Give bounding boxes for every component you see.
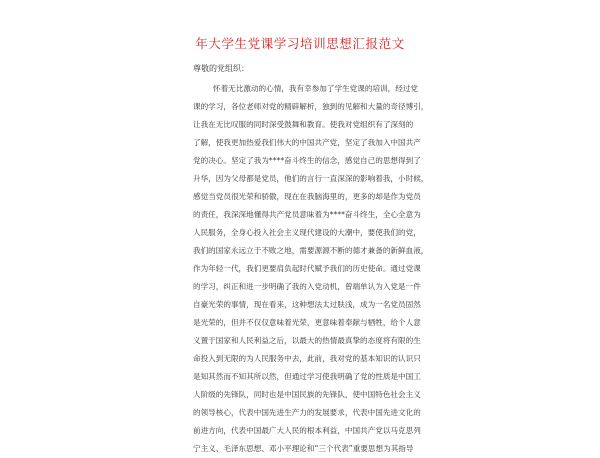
body-line: 作为年轻一代，我们更要肩负起时代赋予我们的历史使命。通过党课 bbox=[193, 264, 421, 273]
body-line: 人阶级的先锋队，同时也是中国民族的先锋队，使中国特色社会主义 bbox=[193, 390, 421, 399]
document-title: 年大学生党课学习培训思想汇报范文 bbox=[195, 36, 405, 51]
body-line: 义置于国家和人民利益之后，以最大的热情最真挚的态度将有限的生 bbox=[193, 336, 421, 345]
body-line: 课的学习，各位老师对党的精辟解析，独到的见解和大量的奇径博引， bbox=[193, 102, 429, 111]
body-line: 升华，因为父母都是党员，他们的言行一直深深的影响着我，小时候， bbox=[193, 174, 429, 183]
body-line: 党的决心。坚定了我为****奋斗终生的信念，感觉自己的思想得到了 bbox=[193, 156, 421, 165]
body-line: 怀着无比激动的心情，我有幸参加了学生党课的培训，经过党 bbox=[213, 84, 419, 93]
body-line: 是知其然而不知其所以然，但通过学习使我明确了党的性质是中国工 bbox=[193, 372, 421, 381]
body-line: 命投入到无限的为人民服务中去，此前，我对党的基本知识的认识只 bbox=[193, 354, 421, 363]
body-line: 的学习，纠正和进一步明确了我的入党动机，曾端单认为入党是一件 bbox=[193, 282, 421, 291]
body-line: 的责任，我深深地懂得共产党员意味着为****奋斗终生，全心全意为 bbox=[193, 210, 421, 219]
body-line: 感觉当党员很光荣和骄傲，现在在我脑海里的，更多的却是作为党员 bbox=[193, 192, 421, 201]
body-line: 宁主义、毛泽东思想、邓小平理论和“三个代表”重要思想为其指导 bbox=[193, 444, 414, 453]
document-body bbox=[193, 80, 433, 458]
salutation: 尊敬的党组织： bbox=[193, 64, 249, 73]
body-line: 是光荣的，但并不仅仅意味着光荣，更意味着奉献与牺牲，给个人意 bbox=[193, 318, 421, 327]
body-line: 让我在无比叹服的同时深受鼓舞和教育。使我对党组织有了深刻的 bbox=[193, 120, 414, 129]
body-line: 自豪光荣的事情，现在看来，这种想法太过肤浅，成为一名党员固然 bbox=[193, 300, 421, 309]
body-line: 我们的国家永远立于不败之地，需要源源不断的德才兼备的新鲜血液， bbox=[193, 246, 429, 255]
body-line: 的领导核心，代表中国先进生产力的发展要求，代表中国先进文化的 bbox=[193, 408, 421, 417]
body-line: 了解，使我更加热爱我们伟大的中国共产党，坚定了我加入中国共产 bbox=[193, 138, 421, 147]
body-line: 前进方向，代表中国最广大人民的根本利益，中国共产党以马克思列 bbox=[193, 426, 421, 435]
body-line: 人民服务，全身心投入社会主义现代建设的大潮中，要使我们的党， bbox=[193, 228, 421, 237]
